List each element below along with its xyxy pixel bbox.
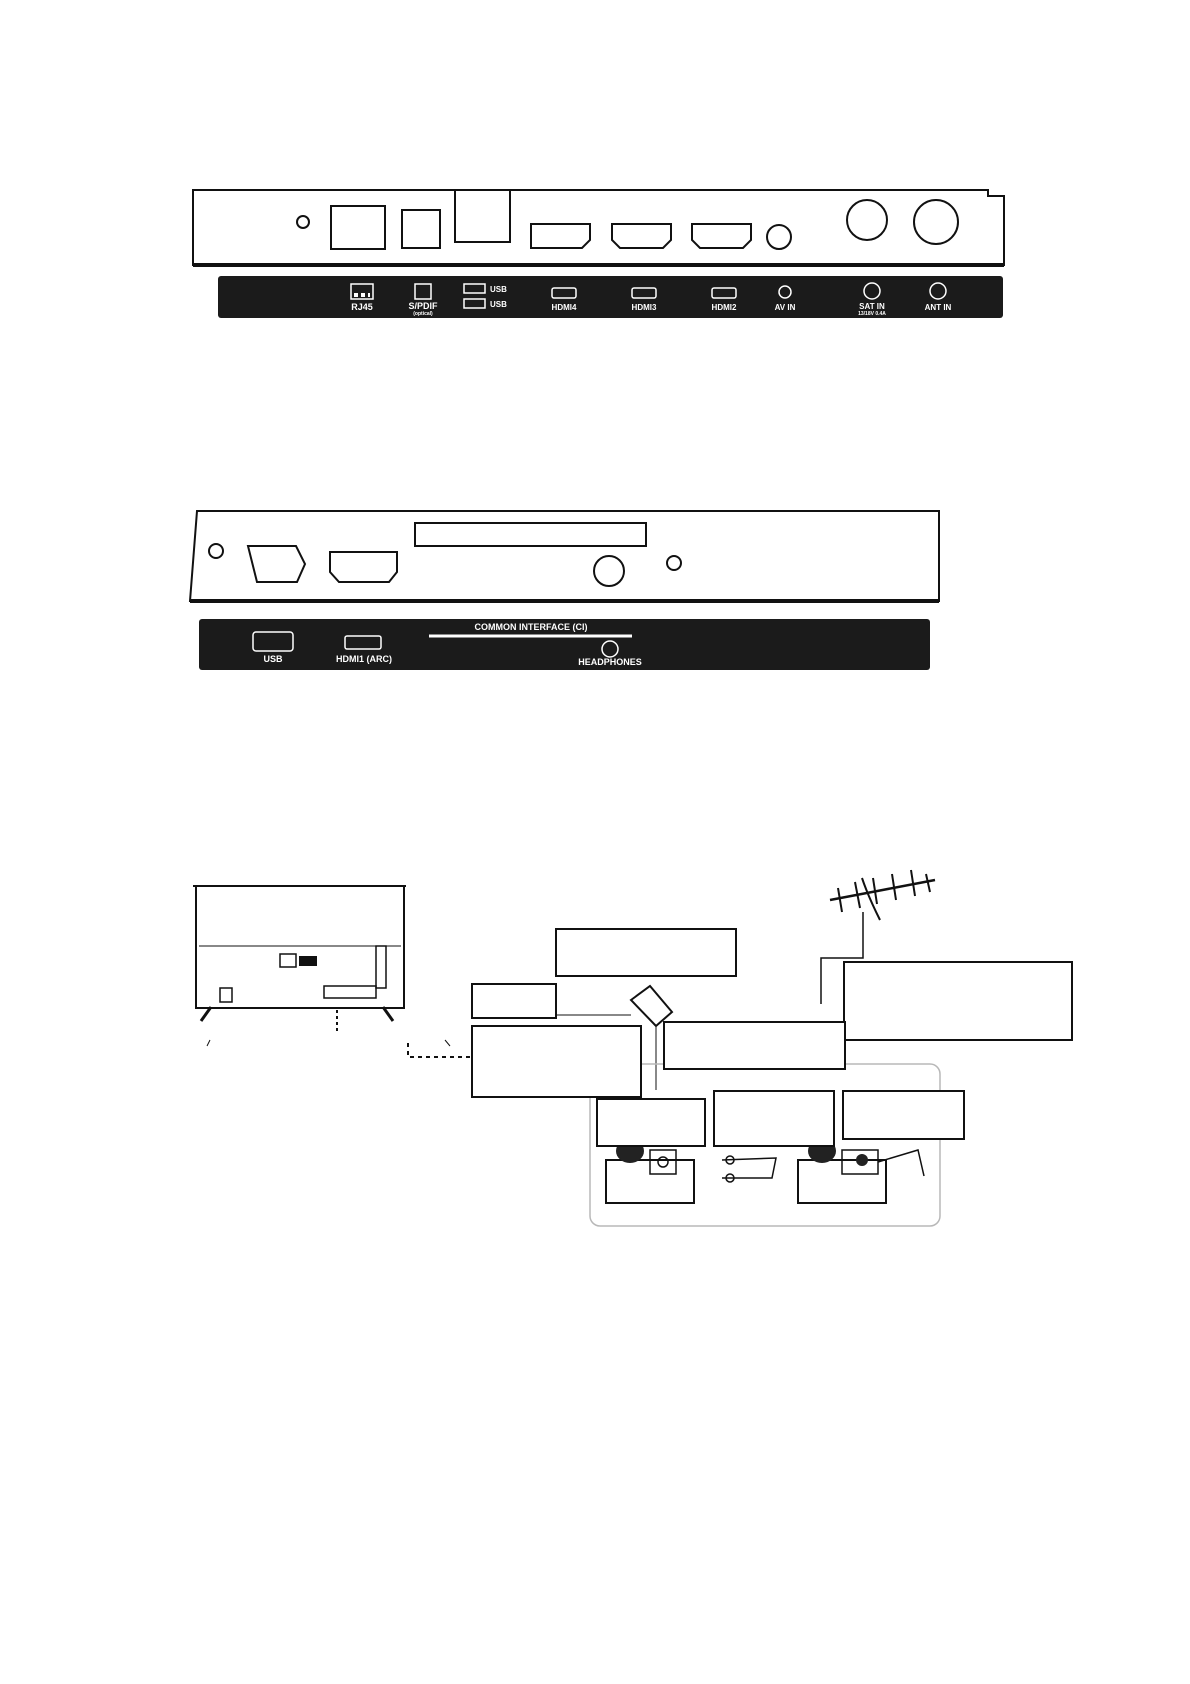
callout-box-8	[843, 1091, 964, 1139]
callout-box-1	[556, 929, 736, 976]
callout-box-6	[597, 1099, 705, 1146]
callout-box-3	[844, 962, 1072, 1040]
usb-top-label: USB	[490, 285, 507, 294]
spdif-label: S/PDIF	[408, 301, 438, 311]
callout-box-2	[472, 984, 556, 1018]
av-in-label: AV IN	[774, 303, 796, 312]
usb-bottom-label: USB	[490, 300, 507, 309]
callout-box-7	[714, 1091, 834, 1146]
rear-connector-panel	[190, 511, 939, 670]
ant-in-label: ANT IN	[924, 303, 952, 312]
sat-in-label: SAT IN	[859, 302, 885, 311]
hdmi4-label: HDMI4	[551, 303, 577, 312]
rj45-label: RJ45	[351, 302, 373, 312]
sat-in-sublabel: 13/18V 0.4A	[858, 311, 886, 317]
callout-box-5	[472, 1026, 641, 1097]
hdmi3-label: HDMI3	[631, 303, 657, 312]
callout-box-4	[664, 1022, 845, 1069]
hdmi1-arc-label: HDMI1 (ARC)	[336, 654, 392, 664]
hdmi2-label: HDMI2	[711, 303, 737, 312]
headphones-label: HEADPHONES	[578, 657, 642, 667]
common-interface-label: COMMON INTERFACE (CI)	[474, 622, 588, 632]
spdif-sublabel: (optical)	[413, 311, 433, 317]
side-connector-panel	[193, 190, 1004, 318]
side-panel-housing	[193, 190, 1004, 265]
usb-rear-label: USB	[263, 654, 283, 664]
tv-rear-illustration	[193, 886, 474, 1057]
rear-panel-housing	[190, 511, 939, 601]
callout-boxes	[472, 929, 1072, 1146]
